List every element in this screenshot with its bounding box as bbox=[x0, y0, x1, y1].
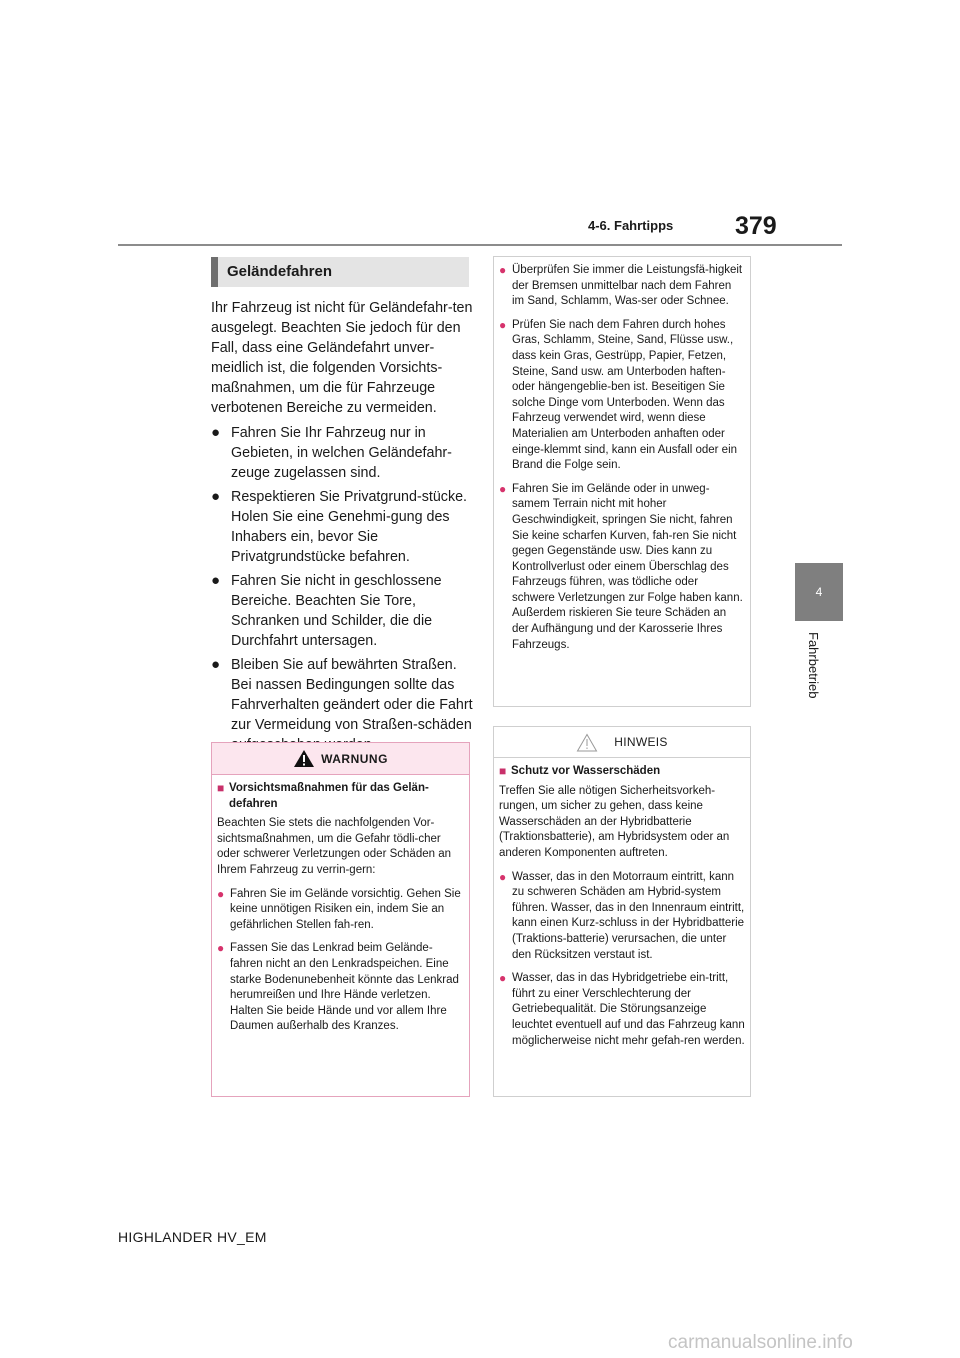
list-item: ● Bleiben Sie auf bewährten Straßen. Bei nassen Bedingungen sollte das Fahrverhalten geändert oder die Fahrt zur Vermeidung von Straßen-schäden bbox=[211, 655, 473, 755]
bullet-icon: ● bbox=[217, 941, 225, 956]
bullet-icon: ● bbox=[499, 971, 507, 986]
section-body bbox=[211, 298, 473, 759]
list-item: ● Prüfen Sie nach dem Fahren durch hohes Gras, Schlamm, Steine, Sand, Flüsse usw., dass kein Gras, Gestrüpp, Papier, Fetzen, Steine, Sand usw. am Unterboden haften- oder hängengeblie-ben ist. Beseitigen Sie solche Dinge vom Unterboden. Wenn das Fahrzeug verwendet wird, wenn diese Materialien am Unterboden anhaften oder einge-klemmt sind, kann ein Ausfall oder ein Brand die Folge sein. bbox=[499, 318, 744, 474]
bullet-icon: ● bbox=[499, 263, 507, 277]
bullet-icon: ● bbox=[499, 869, 507, 884]
notice-content bbox=[494, 758, 750, 1049]
chapter-name: Fahrbetrieb bbox=[806, 632, 821, 699]
bullet-icon: ● bbox=[211, 488, 221, 505]
warning-header bbox=[212, 743, 469, 775]
bullet-icon: ● bbox=[217, 886, 225, 901]
notice-heading: ■ Schutz vor Wasserschäden bbox=[499, 764, 661, 778]
warning-text: Beachten Sie stets die nachfolgenden Vor-sichtsmaßnahmen, um die Gefahr tödli-cher oder schwerer Verletzungen oder Schäden an Ihrem Fahrzeug zu verrin-gern: bbox=[217, 817, 451, 876]
footer-model: HIGHLANDER HV_EM bbox=[118, 1229, 267, 1245]
notice-box bbox=[493, 726, 751, 1097]
section-title: Geländefahren bbox=[211, 257, 469, 287]
list-item: ● Fassen Sie das Lenkrad beim Gelände-fahren nicht an den Lenkradspeichen. Eine starke Bodenunebenheit könnte das Lenkrad herumreißen und Ihre Hände verletzen. Halten Sie beide Hände und vor allem Ihre Daumen außerhalb des Kranzes. bbox=[217, 941, 464, 1035]
caution-triangle-icon bbox=[576, 733, 598, 752]
list-item: ● Respektieren Sie Privatgrund-stücke. Holen Sie eine Genehmi-gung des Inhabers ein, bevor Sie Privatgrundstücke befahren. bbox=[211, 488, 468, 565]
notice-header bbox=[494, 727, 750, 758]
warning-heading: ■ Vorsichtsmaßnahmen für das Gelän-defahren bbox=[217, 781, 464, 812]
warning-continued-box bbox=[493, 256, 751, 707]
bullet-icon: ● bbox=[499, 481, 507, 496]
bullet-icon: ● bbox=[211, 424, 221, 441]
square-bullet-icon: ■ bbox=[499, 764, 507, 778]
header-section: 4-6. Fahrtipps bbox=[588, 218, 674, 233]
chapter-tab: 4 bbox=[795, 563, 843, 621]
bullet-icon: ● bbox=[211, 572, 221, 589]
warning-triangle-icon bbox=[293, 749, 315, 768]
square-bullet-icon: ■ bbox=[217, 781, 225, 795]
header-rule bbox=[118, 244, 842, 246]
page-number: 379 bbox=[735, 212, 777, 240]
list-item: ● Fahren Sie nicht in geschlossene Bereiche. Beachten Sie Tore, Schranken und Schilder, die die Durchfahrt untersagen. bbox=[211, 572, 442, 649]
list-item: ● Wasser, das in den Motorraum eintritt, kann zu schweren Schäden am Hybrid-system führen. Wasser, das in den Innenraum eintritt, kann einen Kurz-schluss in der Hybridbatterie (Traktions-batterie) verursachen, die unter den Rücksitzen verstaut ist. bbox=[499, 870, 745, 964]
list-item: ● Fahren Sie im Gelände vorsichtig. Gehen Sie keine unnötigen Risiken ein, indem Sie an gefährlichen Stellen fah-ren. bbox=[217, 887, 464, 934]
bullet-icon: ● bbox=[211, 656, 221, 673]
warning-content bbox=[212, 775, 469, 1035]
notice-label: HINWEIS bbox=[614, 735, 668, 749]
list-item: ● Fahren Sie Ihr Fahrzeug nur in Gebieten, in welchen Geländefahr-zeuge zugelassen sind. bbox=[211, 424, 452, 481]
bullet-icon: ● bbox=[499, 317, 507, 332]
notice-text: Treffen Sie alle nötigen Sicherheitsvorkeh-rungen, um sicher zu gehen, dass keine Wasserschäden an der Hybridbatterie (Traktionsbatterie), am Hybridsystem oder an anderen Komponenten auftreten. bbox=[499, 784, 730, 859]
warning-box bbox=[211, 742, 470, 1097]
list-item: ● Überprüfen Sie immer die Leistungsfä-higkeit der Bremsen unmittelbar nach dem Fahren im Sand, Schlamm, Was-ser oder Schnee. bbox=[499, 263, 744, 310]
warning-label: WARNUNG bbox=[321, 751, 388, 766]
list-item: ● Wasser, das in das Hybridgetriebe ein-tritt, führt zu einer Verschlechterung der Getriebequalität. Die Störungsanzeige leuchtet eventuell auf und das Fahrzeug kann möglicherweise nicht mehr gefah-ren werden. bbox=[499, 971, 745, 1049]
warning-continued-content bbox=[494, 257, 750, 653]
list-item: ● Fahren Sie im Gelände oder in unweg-samem Terrain nicht mit hoher Geschwindigkeit, springen Sie nicht, fahren Sie keine scharfen Kurven, fah-ren Sie nicht gegen Gegenstände usw. Dies kann zu Kontrollverlust oder einem Überschlag des Fahrzeugs führen, was tödliche oder schwere Verletzungen zur Folge haben kann. Außerdem riskieren Sie teure Schäden an der Aufhängung und der Karosserie Ihres Fahrzeugs. bbox=[499, 482, 744, 654]
intro-text: Ihr Fahrzeug ist nicht für Geländefahr-ten ausgelegt. Beachten Sie jedoch für den Fall, dass eine Geländefahrt unver-meidlich ist, die folgenden Vorsichts-maßnahmen, um die für Fahrzeuge verbotenen Bereiche zu vermeiden. bbox=[211, 300, 473, 416]
watermark: carmanualsonline.info bbox=[668, 1332, 853, 1353]
